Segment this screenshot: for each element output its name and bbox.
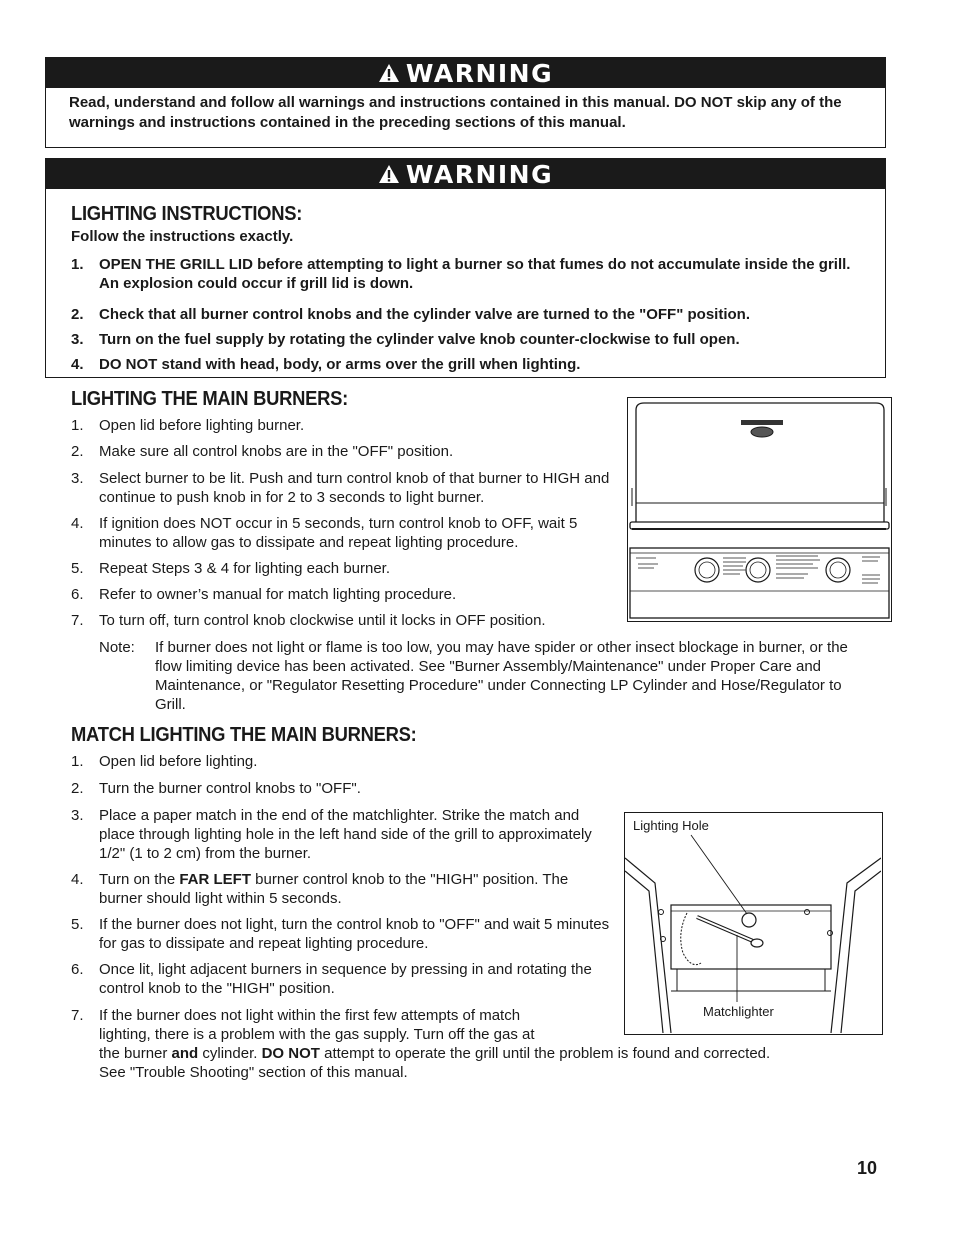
lighting-hole-label: Lighting Hole [633,818,709,833]
matchlighter-label: Matchlighter [703,1004,774,1019]
grill-front-illustration [628,398,890,620]
lighting-instructions-heading: LIGHTING INSTRUCTIONS: [71,203,303,225]
list-item: 1. Open lid before lighting burner. [71,417,305,434]
match-lighting-list [71,752,611,998]
match-lighting-heading: MATCH LIGHTING THE MAIN BURNERS: [71,724,417,746]
warning-triangle-icon [378,63,400,83]
list-item: 5. Repeat Steps 3 & 4 for lighting each burner. [71,560,391,577]
follow-instructions-text: Follow the instructions exactly. [71,228,294,245]
warning-text: Read, understand and follow all warnings and instructions contained in this manual. DO NOT skip any of the warnings and instructions contained in the preceding sections of this manual. [69,94,842,131]
note-label: Note: [99,639,135,656]
list-item: 5. If the burner does not light, turn the control knob to "OFF" and wait 5 minutes for gas to dissipate and repeat lighting procedure. [71,916,610,952]
list-item: 3. Place a paper match in the end of the matchlighter. Strike the match and place through lighting hole in the left hand side of the grill to approximately 1/2" (1 to 2 cm) from the burner. [71,807,592,862]
grill-control-panel-figure [627,397,892,622]
warning-banner [46,159,885,189]
list-item: 4. DO NOT stand with head, body, or arms over the grill when lighting. [71,356,581,373]
main-burners-list [71,416,623,630]
lighting-hole-figure [624,812,883,1035]
warning-triangle-icon [378,164,400,184]
page-number: 10 [857,1158,878,1178]
warning-title: WARNING [405,58,554,88]
list-item: 2. Check that all burner control knobs and the cylinder valve are turned to the "OFF" position. [71,306,750,323]
list-item: 4. Turn on the FAR LEFT burner control knob to the "HIGH" position. The burner should light within 5 seconds. [71,871,569,907]
list-item: 2. Turn the burner control knobs to "OFF". [71,780,361,797]
grill-side-illustration [625,813,881,1033]
lighting-instructions-list [71,255,871,374]
list-item: 4. If ignition does NOT occur in 5 seconds, turn control knob to OFF, wait 5 minutes to allow gas to dissipate and repeat lighting procedure. [71,515,578,551]
list-item: 1. Open lid before lighting. [71,753,258,770]
list-item: 7. If the burner does not light within the first few attempts of match lighting, there is a problem with the gas supply. Turn off the gas at the burner and cylinder. DO NOT attempt to operate the grill until the problem is found and corrected. See "Trouble Shooting" section of this manual. [71,1007,771,1081]
list-item: 6. Once lit, light adjacent burners in sequence by pressing in and rotating the control knob to the "HIGH" position. [71,961,592,997]
warning-title: WARNING [405,159,554,189]
main-burners-heading: LIGHTING THE MAIN BURNERS: [71,388,348,410]
list-item: 1. OPEN THE GRILL LID before attempting to light a burner so that fumes do not accumulate inside the grill. An explosion could occur if grill lid is down. [71,256,851,292]
list-item: 3. Select burner to be lit. Push and turn control knob of that burner to HIGH and continue to push knob in for 2 to 3 seconds to light burner. [71,470,610,506]
note-text: If burner does not light or flame is too low, you may have spider or other insect blockage in burner, or the flow limiting device has been activated. See "Burner Assembly/Maintenance" under Proper Care and Maintenance, or "Regulator Resetting Procedure" under Connecting LP Cylinder and Hose/Regulator to Grill. [155,639,848,713]
warning-box-top [45,57,886,148]
warning-banner [46,58,885,88]
list-item: 2. Make sure all control knobs are in the "OFF" position. [71,443,454,460]
list-item: 6. Refer to owner’s manual for match lighting procedure. [71,586,457,603]
list-item: 3. Turn on the fuel supply by rotating the cylinder valve knob counter-clockwise to full open. [71,331,740,348]
list-item: 7. To turn off, turn control knob clockwise until it locks in OFF position. [71,612,546,629]
